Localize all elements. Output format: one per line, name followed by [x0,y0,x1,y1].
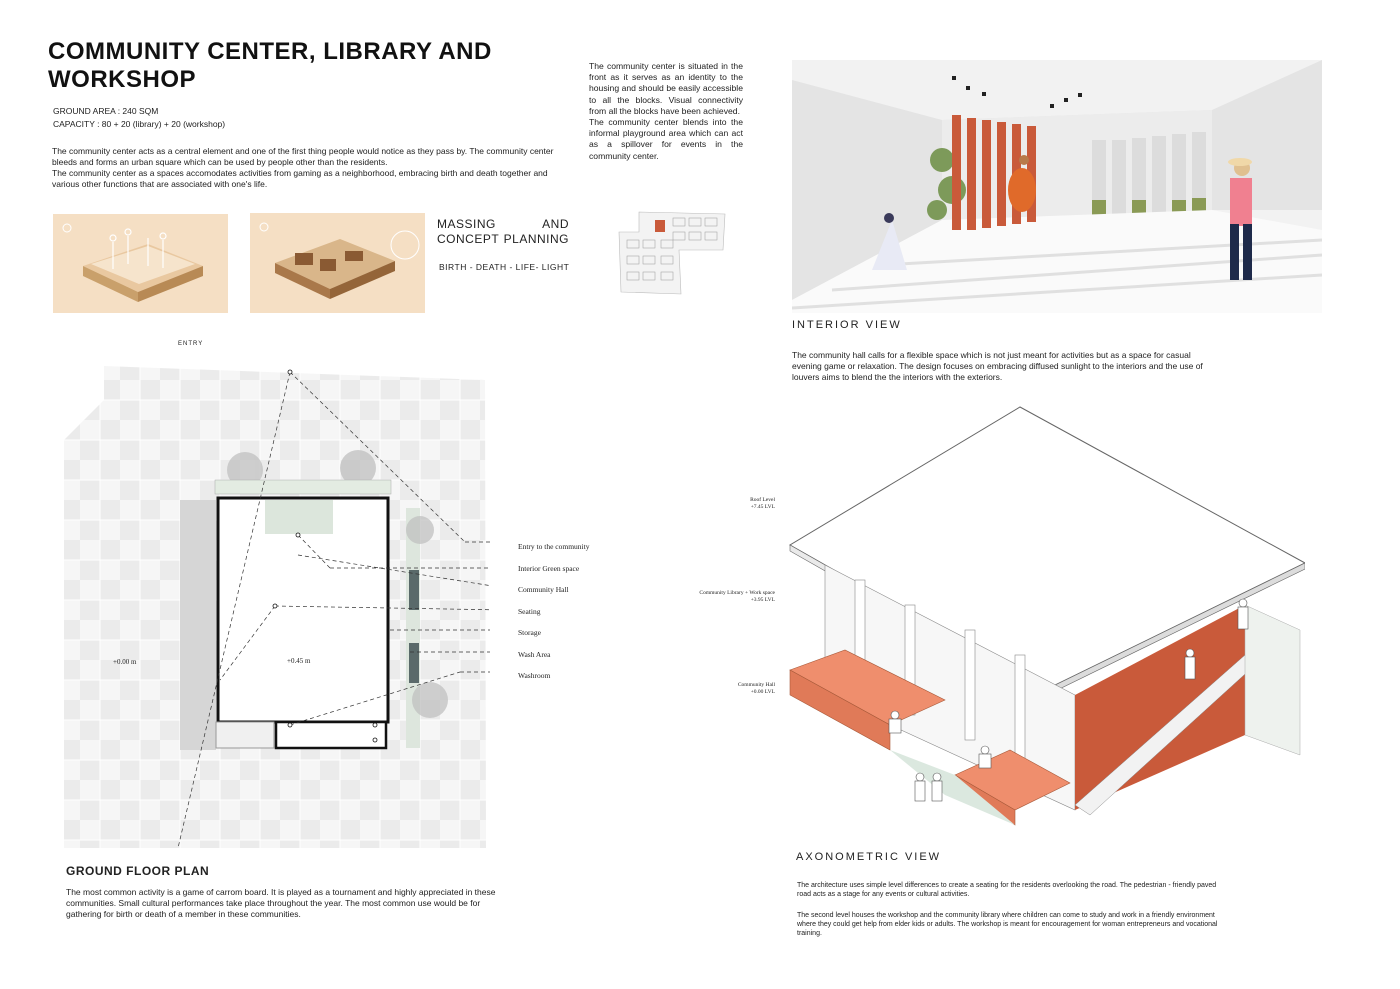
outside-level: +0.00 m [113,658,137,666]
axonometric-text-1: The architecture uses simple level differences to create a seating for the residents overlooking the road. The pedestrian - friendly paved road acts as a stage for any events or cultural activities. [797,882,1217,898]
axonometric-view-render [785,405,1305,830]
ground-area: GROUND AREA : 240 SQM [53,106,159,116]
inside-level: +0.45 m [287,657,311,665]
plan-legend [518,536,589,687]
legend-item-entry: Entry to the community [518,542,590,551]
intro-text: The community center acts as a central element and one of the first thing people would notice as they pass by. The community center bleeds and forms an urban square which can be used by people other than the residents. The community center as a spaces accomodates activities from gaming as a neighborhood, embracing birth and death together and various other functions that are associated with one's life. [52,146,554,189]
entry-label: ENTRY [178,341,204,347]
massing-subtitle: BIRTH - DEATH - LIFE- LIGHT [439,262,570,272]
axonometric-text-2: The second level houses the workshop and the community library where children can come to study and work in a friendly environment where they could get help from elder kids or adults. The workshop is meant for encouragement for woman entrepreneurs and vocational training. [797,912,1218,937]
legend-item-storage: Storage [518,628,541,637]
key-site-plan [617,210,729,296]
interior-view-heading: INTERIOR VIEW [792,319,902,331]
massing-model-1 [53,214,228,313]
legend-item-wash-area: Wash Area [518,649,551,659]
legend-item-washroom: Washroom [518,671,551,680]
legend-item-seating: Seating [518,606,541,616]
ground-floor-plan-heading: GROUND FLOOR PLAN [66,864,210,878]
interior-view-render [792,60,1322,313]
level-hall: Community Hall +0.00 LVL [737,682,775,695]
site-text: The community center is situated in the front as it serves as an identity to the housing and should be easily accessible to all the blocks. Visual connectivity from all the blocks have been achieved. The community center blends into the informal playground area which can act as a spillover for events in the community center. [589,61,743,161]
level-library: Community Library + Work space +3.95 LVL [699,590,775,603]
level-roof: Roof Level +7.45 LVL [750,497,775,510]
massing-title: MASSING AND CONCEPT PLANNING [437,217,569,246]
interior-view-text: The community hall calls for a flexible space which is not just meant for activities but as a space for casual evening game or relaxation. The design focuses on embracing diffused sunlight to the interiors and the use of louvers aims to blend the the interiors with the exteriors. [792,350,1203,382]
massing-model-2 [250,213,425,313]
capacity: CAPACITY : 80 + 20 (library) + 20 (workshop) [53,119,226,129]
legend-item-green-space: Interior Green space [518,563,580,573]
page-title: COMMUNITY CENTER, LIBRARY AND WORKSHOP [48,38,492,93]
legend-item-community-hall: Community Hall [518,585,569,594]
axonometric-heading: AXONOMETRIC VIEW [796,851,942,863]
ground-floor-plan [60,360,490,850]
ground-floor-plan-text: The most common activity is a game of carrom board. It is played as a tournament and highly appreciated in these communities. Small cultural performances take place throughout the year. The most common use would be for gathering for birth or death of a member in these communities. [66,887,496,919]
